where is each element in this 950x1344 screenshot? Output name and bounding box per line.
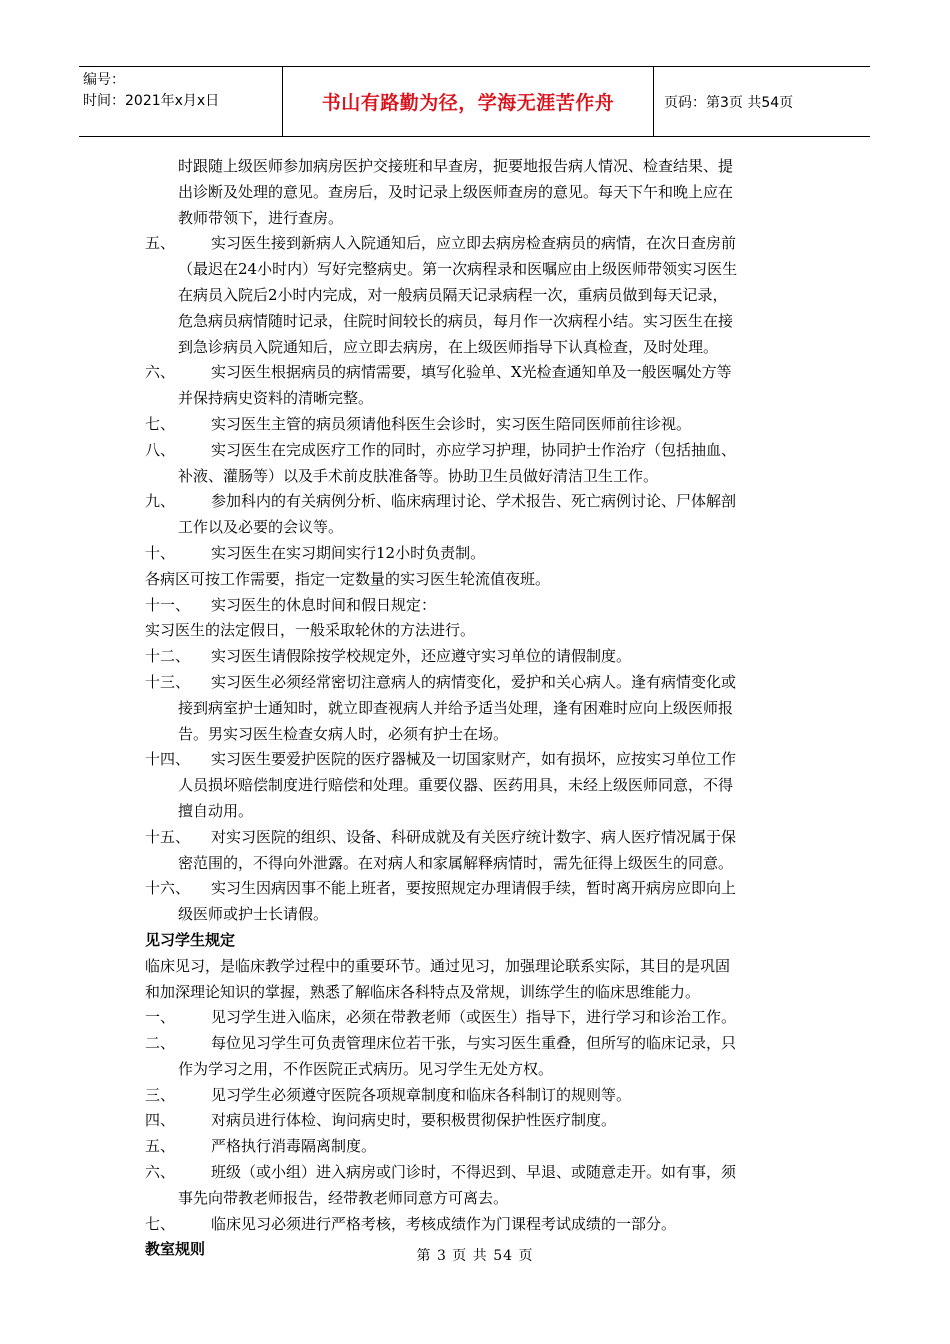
item-text: 班级（或小组）进入病房或门诊时，不得迟到、早退、或随意走开。如有事，须 [211, 1163, 737, 1182]
numbered-item-line [145, 1160, 815, 1186]
header-motto-cell [282, 67, 654, 136]
numbered-item-line [145, 1108, 815, 1134]
item-number: 六、 [145, 1163, 176, 1182]
item-text: 实习医生在实习期间实行12小时负责制。 [211, 543, 486, 562]
continuation-line: 到急诊病员入院通知后，应立即去病房，在上级医师指导下认真检查，及时处理。 [178, 337, 719, 356]
item-number: 七、 [145, 1214, 176, 1233]
page-header [79, 66, 870, 137]
item-number: 五、 [145, 234, 176, 253]
numbered-item-line [145, 1005, 815, 1031]
item-text: 见习学生进入临床，必须在带教老师（或医生）指导下，进行学习和诊治工作。 [211, 1008, 737, 1027]
header-meta [79, 67, 282, 136]
document-time-label: 时间：2021年x月x日 [83, 93, 220, 109]
item-text: 严格执行消毒隔离制度。 [211, 1137, 377, 1156]
item-number: 十五、 [145, 827, 191, 846]
numbered-item-line [145, 489, 815, 515]
header-motto: 书山有路勤为径，学海无涯苦作舟 [321, 92, 615, 114]
item-number: 十、 [145, 543, 176, 562]
item-text: 见习学生必须遵守医院各项规章制度和临床各科制订的规则等。 [211, 1085, 632, 1104]
numbered-item-line [145, 412, 815, 438]
item-number: 六、 [145, 363, 176, 382]
numbered-item-line [145, 747, 815, 773]
numbered-item-line [145, 231, 815, 257]
item-number: 五、 [145, 1137, 176, 1156]
item-text: 参加科内的有关病例分析、临床病理讨论、学术报告、死亡病例讨论、尸体解剖 [211, 492, 737, 511]
numbered-item-line [145, 360, 815, 386]
item-number: 八、 [145, 440, 176, 459]
item-text: 对实习医院的组织、设备、科研成就及有关医疗统计数字、病人医疗情况属于保 [211, 827, 737, 846]
paragraph-line: 各病区可按工作需要，指定一定数量的实习医生轮流值夜班。 [145, 569, 551, 588]
item-text: 临床见习必须进行严格考核，考核成绩作为门课程考试成绩的一部分。 [211, 1214, 677, 1233]
item-number: 四、 [145, 1111, 176, 1130]
numbered-item-line [145, 825, 815, 851]
item-number: 十六、 [145, 879, 191, 898]
continuation-line: 时跟随上级医师参加病房医护交接班和早查房，扼要地报告病人情况、检查结果、提 [178, 157, 734, 175]
numbered-item-line [145, 876, 815, 902]
item-text: 实习医生的休息时间和假日规定： [211, 595, 437, 614]
section-heading: 见习学生规定 [145, 930, 236, 949]
continuation-line: 并保持病史资料的清晰完整。 [178, 389, 374, 408]
item-number: 二、 [145, 1034, 176, 1053]
document-number-label: 编号： [83, 72, 125, 88]
continuation-line: （最迟在24小时内）写好完整病史。第一次病程录和医嘱应由上级医师带领实习医生 [178, 260, 738, 279]
item-number: 一、 [145, 1008, 176, 1027]
item-text: 实习医生要爱护医院的医疗器械及一切国家财产，如有损坏，应按实习单位工作 [211, 750, 737, 769]
item-number: 七、 [145, 414, 176, 433]
item-text: 实习医生请假除按学校规定外，还应遵守实习单位的请假制度。 [211, 647, 632, 666]
continuation-line: 工作以及必要的会议等。 [178, 518, 344, 537]
continuation-line: 事先向带教老师报告，经带教老师同意方可离去。 [178, 1188, 509, 1207]
continuation-line: 级医师或护士长请假。 [178, 905, 329, 924]
numbered-item-line [145, 541, 815, 567]
continuation-line: 危急病员病情随时记录，住院时间较长的病员，每月作一次病程小结。实习医生在接 [178, 311, 734, 330]
continuation-line: 教师带领下，进行查房。 [178, 208, 344, 227]
numbered-item-line [145, 1134, 815, 1160]
section-heading: 教室规则 [145, 1240, 206, 1259]
item-text: 实习医生必须经常密切注意病人的病情变化，爱护和关心病人。逢有病情变化或 [211, 672, 737, 691]
item-text: 对病员进行体检、询问病史时，要积极贯彻保护性医疗制度。 [211, 1111, 617, 1130]
item-number: 十三、 [145, 672, 191, 691]
numbered-item-line [145, 1212, 815, 1238]
continuation-line: 接到病室护士通知时，就立即查视病人并给予适当处理，逢有困难时应向上级医师报 [178, 698, 734, 717]
numbered-item-line [145, 438, 815, 464]
header-page-info: 页码：第3页 共54页 [664, 94, 794, 111]
item-number: 十二、 [145, 647, 191, 666]
item-text: 每位见习学生可负责管理床位若干张，与实习医生重叠，但所写的临床记录，只 [211, 1034, 737, 1053]
item-text: 实习医生根据病员的病情需要，填写化验单、X光检查通知单及一般医嘱处方等 [211, 363, 732, 382]
item-text: 实习医生在完成医疗工作的同时，亦应学习护理，协同护士作治疗（包括抽血、 [211, 440, 737, 459]
item-text: 实习生因病因事不能上班者，要按照规定办理请假手续，暂时离开病房应即向上 [211, 879, 737, 898]
numbered-item-line [145, 670, 815, 696]
continuation-line: 出诊断及处理的意见。查房后，及时记录上级医师查房的意见。每天下午和晚上应在 [178, 182, 734, 201]
continuation-line: 作为学习之用，不作医院正式病历。见习学生无处方权。 [178, 1059, 554, 1078]
continuation-line: 补液、灌肠等）以及手术前皮肤准备等。协助卫生员做好清洁卫生工作。 [178, 466, 659, 485]
header-page-info-cell [654, 67, 870, 136]
item-number: 三、 [145, 1085, 176, 1104]
item-number: 十一、 [145, 595, 191, 614]
continuation-line: 在病员入院后2小时内完成，对一般病员隔天记录病程一次，重病员做到每天记录， [178, 285, 728, 304]
numbered-item-line [145, 593, 815, 619]
item-text: 实习医生接到新病人入院通知后，应立即去病房检查病员的病情，在次日查房前 [211, 234, 737, 253]
paragraph-line: 临床见习，是临床教学过程中的重要环节。通过见习，加强理论联系实际，其目的是巩固 [145, 956, 731, 975]
document-body [145, 154, 815, 1263]
numbered-item-line [145, 644, 815, 670]
numbered-item-line [145, 1031, 815, 1057]
item-number: 十四、 [145, 750, 191, 769]
continuation-line: 擅自动用。 [178, 801, 254, 820]
continuation-line: 人员损坏赔偿制度进行赔偿和处理。重要仪器、医药用具，未经上级医师同意，不得 [178, 776, 734, 795]
continuation-line: 告。男实习医生检查女病人时，必须有护士在场。 [178, 724, 509, 743]
paragraph-line: 和加深理论知识的掌握，熟悉了解临床各科特点及常规，训练学生的临床思维能力。 [145, 982, 701, 1001]
numbered-item-line [145, 1083, 815, 1109]
continuation-line: 密范围的，不得向外泄露。在对病人和家属解释病情时，需先征得上级医生的同意。 [178, 853, 734, 872]
item-number: 九、 [145, 492, 176, 511]
paragraph-line: 实习医生的法定假日，一般采取轮休的方法进行。 [145, 621, 476, 640]
page-footer: 第 3 页 共 54 页 [416, 1248, 534, 1264]
item-text: 实习医生主管的病员须请他科医生会诊时，实习医生陪同医师前往诊视。 [211, 414, 692, 433]
